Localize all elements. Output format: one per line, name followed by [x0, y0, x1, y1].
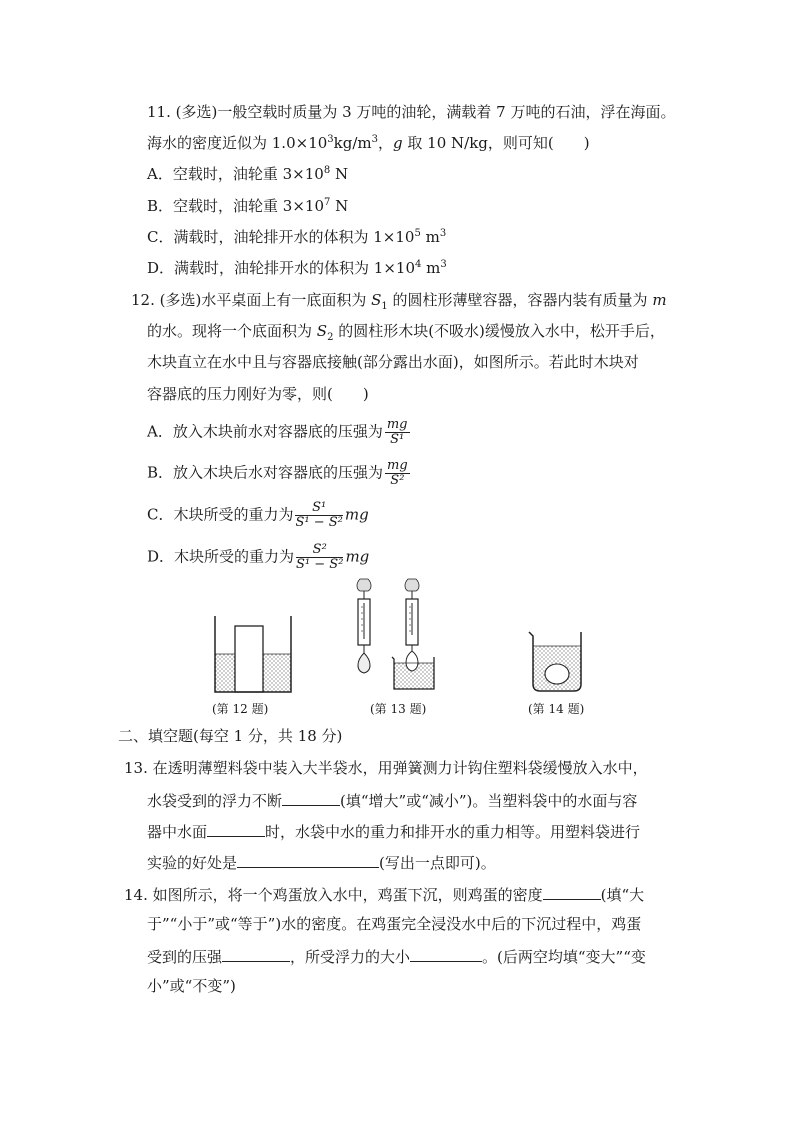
section-2-heading: 二、填空题(每空 1 分，共 18 分)	[118, 727, 343, 745]
answer-blank[interactable]	[222, 945, 290, 962]
q11-stem-line-2: 海水的密度近似为 $1.0\times 10^3kg/m^3$，g 取 10 N/kg，则可知( )	[147, 134, 590, 152]
q12-stem-line-2: 的水。现将一个底面积为 $S_2$ 的圆柱形木块(不吸水)缓慢放入水中，松开手后，	[147, 322, 665, 343]
fraction: $\frac{\text{S¹}}{\text{S¹ − S²}}$	[295, 500, 343, 530]
q12-stem-line-4: 容器底的压力刚好为零，则( )	[147, 385, 369, 403]
figure-13-caption: (第 13 题)	[370, 702, 427, 716]
q12-stem-line-1: 12. (多选)水平桌面上有一底面积为 $S_1$ 的圆柱形薄壁容器，容器内装有质量为 m	[131, 291, 667, 312]
answer-blank[interactable]	[410, 945, 482, 962]
q12-option-d: D．木块所受的重力为 $\frac{\text{S²}}{\text{S¹ − S²}}$ mg	[147, 542, 370, 572]
q11-option-c: C．满载时，油轮排开水的体积为 $1\times 10^5$ $m^3$	[147, 228, 447, 246]
fraction: $\frac{mg}{\text{S¹}}$	[386, 417, 408, 447]
answer-blank[interactable]	[543, 883, 601, 900]
q14-stem-line-4: 小”或“不变”)	[147, 977, 236, 995]
q12-option-c: C．木块所受的重力为 $\frac{\text{S¹}}{\text{S¹ − S²}}$ mg	[147, 500, 369, 530]
answer-blank[interactable]	[282, 789, 340, 806]
q14-stem-line-1: 14. 如图所示，将一个鸡蛋放入水中，鸡蛋下沉，则鸡蛋的密度 (填“大	[124, 883, 644, 905]
q11-option-b: B．空载时，油轮重 $3\times 10^7$ N	[147, 197, 349, 215]
figure-14-caption: (第 14 题)	[528, 702, 585, 716]
q12-stem-line-3: 木块直立在水中且与容器底接触(部分露出水面)，如图所示。若此时木块对	[147, 353, 639, 371]
q13-stem-line-3: 器中水面 时，水袋中水的重力和排开水的重力相等。用塑料袋进行	[147, 820, 640, 842]
q14-stem-line-3: 受到的压强 ，所受浮力的大小 。(后两空均填“变大”“变	[147, 945, 646, 967]
q13-stem-line-1: 13. 在透明薄塑料袋中装入大半袋水，用弹簧测力计钩住塑料袋缓慢放入水中，	[124, 759, 648, 777]
q14-stem-line-2: 于”“小于”或“等于”)水的密度。在鸡蛋完全浸没水中后的下沉过程中，鸡蛋	[147, 915, 642, 933]
answer-blank[interactable]	[207, 820, 265, 837]
q11-option-a: A．空载时，油轮重 $3\times 10^8$ N	[147, 165, 349, 183]
fraction: $\frac{\text{S²}}{\text{S¹ − S²}}$	[296, 542, 344, 572]
figure-12-container-block	[205, 612, 300, 694]
fraction: $\frac{mg}{\text{S²}}$	[387, 458, 408, 488]
answer-blank[interactable]	[237, 851, 379, 868]
figure-13-spring-scales	[348, 577, 458, 697]
q11-stem-line-1: 11. (多选)一般空载时质量为 3 万吨的油轮，满载着 7 万吨的石油，浮在海面。	[147, 103, 676, 121]
q13-stem-line-2: 水袋受到的浮力不断 (填“增大”或“减小”)。当塑料袋中的水面与容	[147, 789, 637, 811]
q11-option-d: D．满载时，油轮排开水的体积为 $1\times 10^4$ $m^3$	[147, 259, 447, 277]
q12-option-b: B．放入木块后水对容器底的压强为 $\frac{mg}{\text{S²}}$	[147, 458, 408, 488]
q13-stem-line-4: 实验的好处是 (写出一点即可)。	[147, 851, 496, 873]
q12-option-a: A．放入木块前水对容器底的压强为 $\frac{mg}{\text{S¹}}$	[147, 417, 408, 447]
figure-12-caption: (第 12 题)	[212, 702, 269, 716]
figure-14-beaker-egg	[525, 628, 589, 694]
